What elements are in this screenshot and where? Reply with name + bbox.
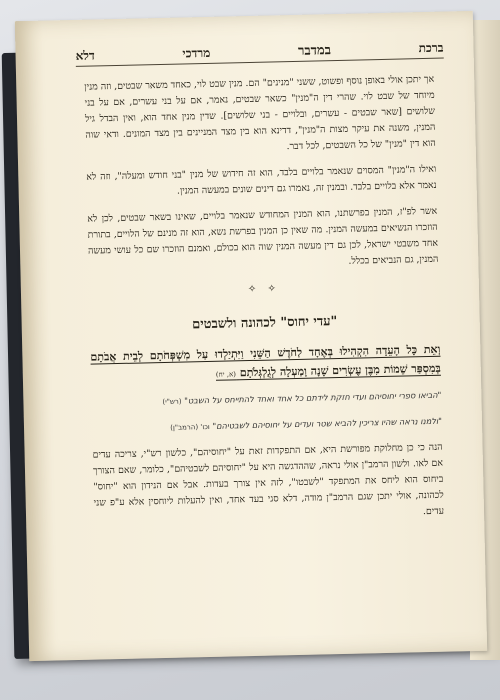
quote-text: "הביאו ספרי יחוסיהם ועדי חזקת לידתם כל אחד ואחד להתייחס על השבט"	[184, 389, 442, 406]
section-ornament: ✧ ✧	[247, 283, 281, 296]
section-heading: "עדי יחוס" לכהונה ולשבטים	[191, 314, 338, 333]
verse-text: וְאֵת כָּל הָעֵדָה הִקְהִילוּ בְּאֶחָד לַחֹדֶשׁ הַשֵּׁנִי וַיִּתְיַלְדוּ עַל מִשְׁפְּחֹתָם לְבֵית אֲבֹתָם בְּמִסְפַּר שֵׁמוֹת מִבֶּן עֶשְׂרִים שָׁנָה וָמַעְלָה לְגֻלְגְּלֹתָם	[90, 342, 441, 380]
paragraph: אשר לפ"ז, המנין בפרשתנו, הוא המנין המחודש שנאמר בלויים, שאינו בשאר שבטים, לכן לא הוזכרו הנשיאים במעשה המנין. מה שאין כן המנין בפרשת נשא, הוא זה מנינם של הלויים, בתורת אחד משבטי ישראל, לכן גם דין מעשה המנין שוה הוא בכולם, ואמנם הוזכרו שם כל עושי מעשה המנין, גם הנביאים בכלל.	[87, 205, 439, 267]
paragraph: אך יתכן אולי באופן נוסף ופשוט, ששני "מנינים" הם. מנין שבט לוי, כאחד משאר שבטים, וזה מנין מיוחד של שבט לוי. שהרי דין ה"מנין" כשאר שבטים, נאמר, אם על בני עשרים, אם על בני שלושים [שאר שבטים - עשרים, ובלויים - בני שלושים]. שדין מנין אחד הוא, ואין הבדל גיל המנין, משנה את עיקר מצות ה"מנין", דדינא הוא בין מצד המניינים בין מצד המונים. ודאי שוה הוא דין "מנין" של כל השבטים, לכל דבר.	[84, 73, 436, 153]
verse-reference: (א, יח)	[215, 370, 237, 379]
quote-source: (רש"י)	[162, 397, 182, 407]
header-parasha: במדבר	[297, 43, 332, 59]
header-book-name: ברכת	[418, 40, 444, 56]
page-body	[84, 72, 444, 538]
header-author: מרדכי	[182, 45, 211, 61]
paragraph: ואילו ה"מנין" המסוים שנאמר בלויים בלבד, הוא זה חידוש של מנין "בני חודש ומעלה", וזה לא נאמר אלא בלויים בלבד. ובמנין זה, נאמרו גם דינים שונים במעשה המנין.	[86, 163, 437, 197]
quote-text: "ולמנו נראה שהיו צריכין להביא שטר ועדים על יחוסיהם לשבטיהם"	[212, 415, 443, 431]
book-page	[15, 11, 487, 661]
page-number: דלא	[75, 48, 95, 63]
quote-source: וכו' (הרמב"ן)	[170, 422, 210, 432]
running-header	[75, 34, 443, 67]
paragraph: הנה כי כן מחלוקת מפורשת היא, אם התפקדות זאת על "יחוסיהם", כלשון רש"י, צריכה עדים אם לאו. ולשון הרמב"ן אולי נראה, שההדגשה היא על "יחוסיהם לשבטיהם", כלומר, שאם הצורך ביחוס הוא ליחס את המתפקד "לשבטו", לזה אין צורך בעדות. אבל אם הנידון הוא "יחוס" לכהונה, אולי יתכן שגם הרמב"ן מודה, דלא סגי בעד אחד, ואין להעלות ליוחסין אלא ע"פ שני עדים.	[92, 441, 445, 518]
commentary-quote	[92, 414, 442, 438]
bible-verse	[90, 340, 441, 388]
commentary-quote	[91, 388, 441, 412]
